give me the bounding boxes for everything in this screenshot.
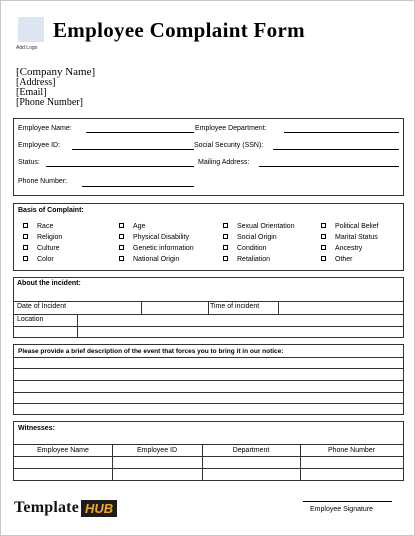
status-field[interactable] — [46, 166, 194, 167]
checkbox-icon[interactable] — [223, 234, 228, 239]
option-political-belief[interactable]: Political Belief — [321, 223, 379, 230]
option-other[interactable]: Other — [321, 256, 353, 263]
checkbox-icon[interactable] — [321, 256, 326, 261]
witness-col-employee-id: Employee ID — [136, 447, 178, 454]
location-label: Location — [17, 316, 44, 323]
option-religion[interactable]: Religion — [23, 234, 62, 241]
divider — [14, 444, 403, 445]
option-physical-disability[interactable]: Physical Disability — [119, 234, 189, 241]
employee-department-field[interactable] — [284, 132, 399, 133]
option-marital-status[interactable]: Marital Status — [321, 234, 378, 241]
checkbox-icon[interactable] — [23, 245, 28, 250]
divider — [14, 357, 403, 358]
option-ancestry[interactable]: Ancestry — [321, 245, 362, 252]
option-age[interactable]: Age — [119, 223, 145, 230]
company-name: [Company Name] — [16, 66, 96, 78]
employee-id-field[interactable] — [72, 149, 194, 150]
ssn-label: Social Security (SSN): — [194, 142, 264, 149]
employee-department-label: Employee Department: — [195, 125, 267, 132]
company-info — [16, 66, 95, 108]
description-line[interactable] — [14, 392, 403, 393]
form-title: Employee Complaint Form — [53, 18, 305, 42]
checkbox-icon[interactable] — [119, 234, 124, 239]
company-phone: [Phone Number] — [16, 97, 83, 108]
checkbox-icon[interactable] — [223, 223, 228, 228]
option-culture[interactable]: Culture — [23, 245, 60, 252]
witness-col-department: Department — [232, 447, 270, 454]
option-sexual-orientation[interactable]: Sexual Orientation — [223, 223, 295, 230]
description-line[interactable] — [14, 380, 403, 381]
divider — [14, 468, 403, 469]
incident-section — [13, 277, 404, 338]
option-condition[interactable]: Condition — [223, 245, 267, 252]
description-heading: Please provide a brief description of the event that forces you to bring it in our notice: — [18, 348, 284, 355]
templatehub-logo: Template HUB — [14, 498, 117, 518]
description-section — [13, 344, 404, 415]
checkbox-icon[interactable] — [321, 245, 326, 250]
option-social-origin[interactable]: Social Origin — [223, 234, 277, 241]
signature-label: Employee Signature — [310, 506, 374, 513]
option-genetic-information[interactable]: Genetic information — [119, 245, 194, 252]
time-of-incident-field[interactable] — [279, 302, 403, 313]
option-retaliation[interactable]: Retaliation — [223, 256, 270, 263]
checkbox-icon[interactable] — [23, 234, 28, 239]
checkbox-icon[interactable] — [223, 245, 228, 250]
signature-line[interactable] — [303, 501, 392, 502]
company-address: [Address] — [16, 77, 56, 88]
logo-caption: Add Logo — [16, 45, 38, 51]
description-line[interactable] — [14, 403, 403, 404]
divider — [14, 326, 403, 327]
checkbox-icon[interactable] — [23, 223, 28, 228]
checkbox-icon[interactable] — [119, 256, 124, 261]
employee-name-label: Employee Name: — [18, 125, 72, 132]
description-line[interactable] — [14, 368, 403, 369]
divider — [202, 444, 203, 480]
date-of-incident-field[interactable] — [142, 302, 208, 313]
witness-col-phone-number: Phone Number — [327, 447, 376, 454]
checkbox-icon[interactable] — [119, 223, 124, 228]
checkbox-icon[interactable] — [119, 245, 124, 250]
mailing-address-field[interactable] — [259, 166, 399, 167]
company-email: [Email] — [16, 87, 47, 98]
option-color[interactable]: Color — [23, 256, 54, 263]
basis-heading: Basis of Complaint: — [18, 207, 84, 214]
status-label: Status: — [18, 159, 40, 166]
phone-number-label: Phone Number: — [18, 178, 68, 185]
checkbox-icon[interactable] — [223, 256, 228, 261]
basis-of-complaint-section — [13, 203, 404, 271]
divider — [14, 456, 403, 457]
witness-col-employee-name: Employee Name — [37, 447, 89, 454]
time-of-incident-label: Time of incident — [210, 303, 260, 310]
witnesses-section — [13, 421, 404, 481]
logo-placeholder[interactable] — [18, 17, 44, 42]
witnesses-heading: Witnesses: — [18, 425, 55, 432]
employee-name-field[interactable] — [86, 132, 194, 133]
ssn-field[interactable] — [273, 149, 399, 150]
divider — [112, 444, 113, 480]
divider — [300, 444, 301, 480]
incident-heading: About the incident: — [17, 280, 81, 287]
employee-id-label: Employee ID: — [18, 142, 61, 149]
checkbox-icon[interactable] — [321, 223, 326, 228]
divider — [208, 301, 209, 314]
phone-number-field[interactable] — [82, 186, 194, 187]
mailing-address-label: Mailing Address: — [198, 159, 250, 166]
employee-details-section — [13, 118, 404, 196]
date-of-incident-label: Date of Incident — [17, 303, 67, 310]
option-race[interactable]: Race — [23, 223, 53, 230]
checkbox-icon[interactable] — [23, 256, 28, 261]
checkbox-icon[interactable] — [321, 234, 326, 239]
option-national-origin[interactable]: National Origin — [119, 256, 179, 263]
